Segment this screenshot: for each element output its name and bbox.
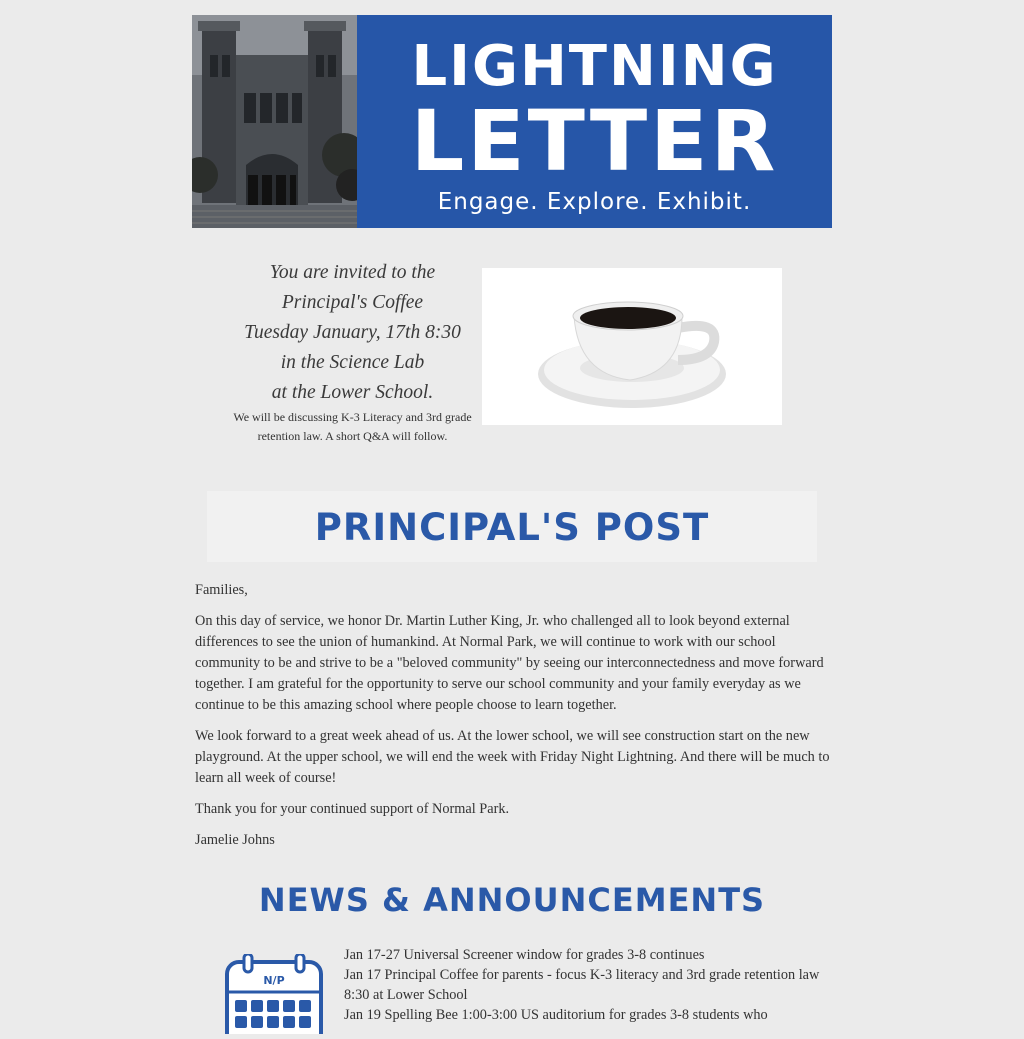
letter-paragraph: We look forward to a great week ahead of us. At the lower school, we will see construction start on the new playground. At the upper school, we will end the week with Friday Night Lightning. And there will be much to learn all week of course! [195, 728, 830, 786]
invite-line: in the Science Lab [280, 352, 425, 373]
banner-title-line2: LETTER [410, 92, 779, 190]
invite-line: Principal's Coffee [281, 292, 424, 313]
news-heading: NEWS & ANNOUNCEMENTS [258, 881, 766, 919]
news-item: Jan 19 Spelling Bee 1:00-3:00 US auditorium for grades 3-8 students who [344, 1007, 768, 1023]
news-list [344, 945, 834, 1025]
letter-signature: Jamelie Johns [195, 832, 275, 848]
banner-title-line1: LIGHTNING [411, 34, 778, 99]
coffee-cup-image [482, 268, 782, 425]
invite-line: You are invited to the [269, 262, 436, 283]
news-item: Jan 17 Principal Coffee for parents - focus K-3 literacy and 3rd grade retention law 8:30 at Lower School [344, 967, 820, 1003]
invite-note: We will be discussing K-3 Literacy and 3rd grade retention law. A short Q&A will follow. [233, 410, 472, 443]
coffee-invitation [225, 258, 480, 446]
calendar-label: N/P [263, 974, 285, 987]
school-building-photo [192, 15, 357, 228]
principal-post-heading: PRINCIPAL'S POST [314, 506, 710, 549]
principal-letter [195, 580, 831, 861]
invite-line: at the Lower School. [271, 382, 434, 403]
letter-greeting: Families, [195, 582, 248, 598]
calendar-icon [224, 954, 324, 1034]
invite-line: Tuesday January, 17th 8:30 [244, 322, 461, 343]
letter-paragraph: Thank you for your continued support of Normal Park. [195, 801, 510, 817]
letter-paragraph: On this day of service, we honor Dr. Martin Luther King, Jr. who challenged all to look beyond external differences to see the union of humankind. At Normal Park, we will continue to work with our school community to be and strive to be a "beloved community" by seeing our interconnectedness and move forward together. I am grateful for the opportunity to serve our school community and your family everyday as we continue to be this amazing school where people choose to learn together. [195, 613, 824, 713]
banner-tagline: Engage. Explore. Exhibit. [437, 189, 752, 215]
newsletter-banner [192, 15, 832, 228]
news-item: Jan 17-27 Universal Screener window for grades 3-8 continues [344, 947, 705, 963]
